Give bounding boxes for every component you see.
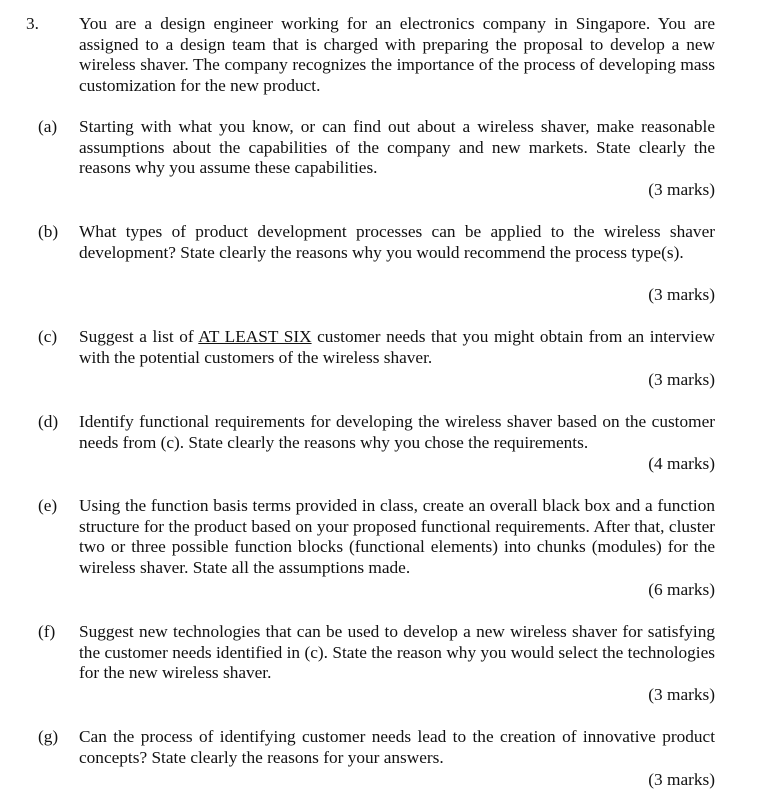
part-g-label: (g) (38, 727, 59, 746)
part-c-label: (c) (38, 327, 58, 346)
part-d-marks: (4 marks) (648, 454, 715, 473)
part-c-text-start: Suggest a list of (79, 327, 199, 346)
part-c-text-end: customer needs that you might obtain from an interview with the potential customers of the wireless shaver. (79, 327, 715, 367)
question-intro: You are a design engineer working for an electronics company in Singapore. You are assigned to a design team that is charged with preparing the proposal to develop a new wireless shaver. The company recognizes the importance of the process of developing mass customization for the new product. (79, 14, 715, 95)
part-f-marks: (3 marks) (648, 685, 715, 704)
part-d-label: (d) (38, 412, 59, 431)
part-e-label: (e) (38, 496, 58, 515)
question-number: 3. (26, 14, 39, 33)
part-f-label: (f) (38, 622, 56, 641)
part-g-text: Can the process of identifying customer needs lead to the creation of innovative product concepts? State clearly the reasons for your answers. (79, 727, 715, 767)
at-least-six-emphasis: AT LEAST SIX (198, 327, 312, 346)
part-e-text: Using the function basis terms provided in class, create an overall black box and a function structure for the product based on your proposed functional requirements. After that, cluster two or three possible function blocks (functional elements) into chunks (modules) for the wireless shaver. State all the assumptions made. (79, 496, 715, 577)
part-a-label: (a) (38, 117, 58, 136)
part-f-text: Suggest new technologies that can be used to develop a new wireless shaver for satisfying the customer needs identified in (c). State the reason why you would select the technologies for the new wireless shaver. (79, 622, 715, 683)
part-c-text (79, 327, 715, 368)
part-b-marks: (3 marks) (648, 285, 715, 304)
part-b-label: (b) (38, 222, 59, 241)
part-g-marks: (3 marks) (648, 770, 715, 789)
part-a-text: Starting with what you know, or can find out about a wireless shaver, make reasonable assumptions about the capabilities of the company and new markets. State clearly the reasons why you assume these capabilities. (79, 117, 715, 178)
part-a-marks: (3 marks) (648, 180, 715, 199)
part-b-text: What types of product development processes can be applied to the wireless shaver development? State clearly the reasons why you would recommend the process type(s). (79, 222, 715, 262)
part-c-marks: (3 marks) (648, 370, 715, 389)
part-d-text: Identify functional requirements for developing the wireless shaver based on the customer needs from (c). State clearly the reasons why you chose the requirements. (79, 412, 715, 452)
part-e-marks: (6 marks) (648, 580, 715, 599)
